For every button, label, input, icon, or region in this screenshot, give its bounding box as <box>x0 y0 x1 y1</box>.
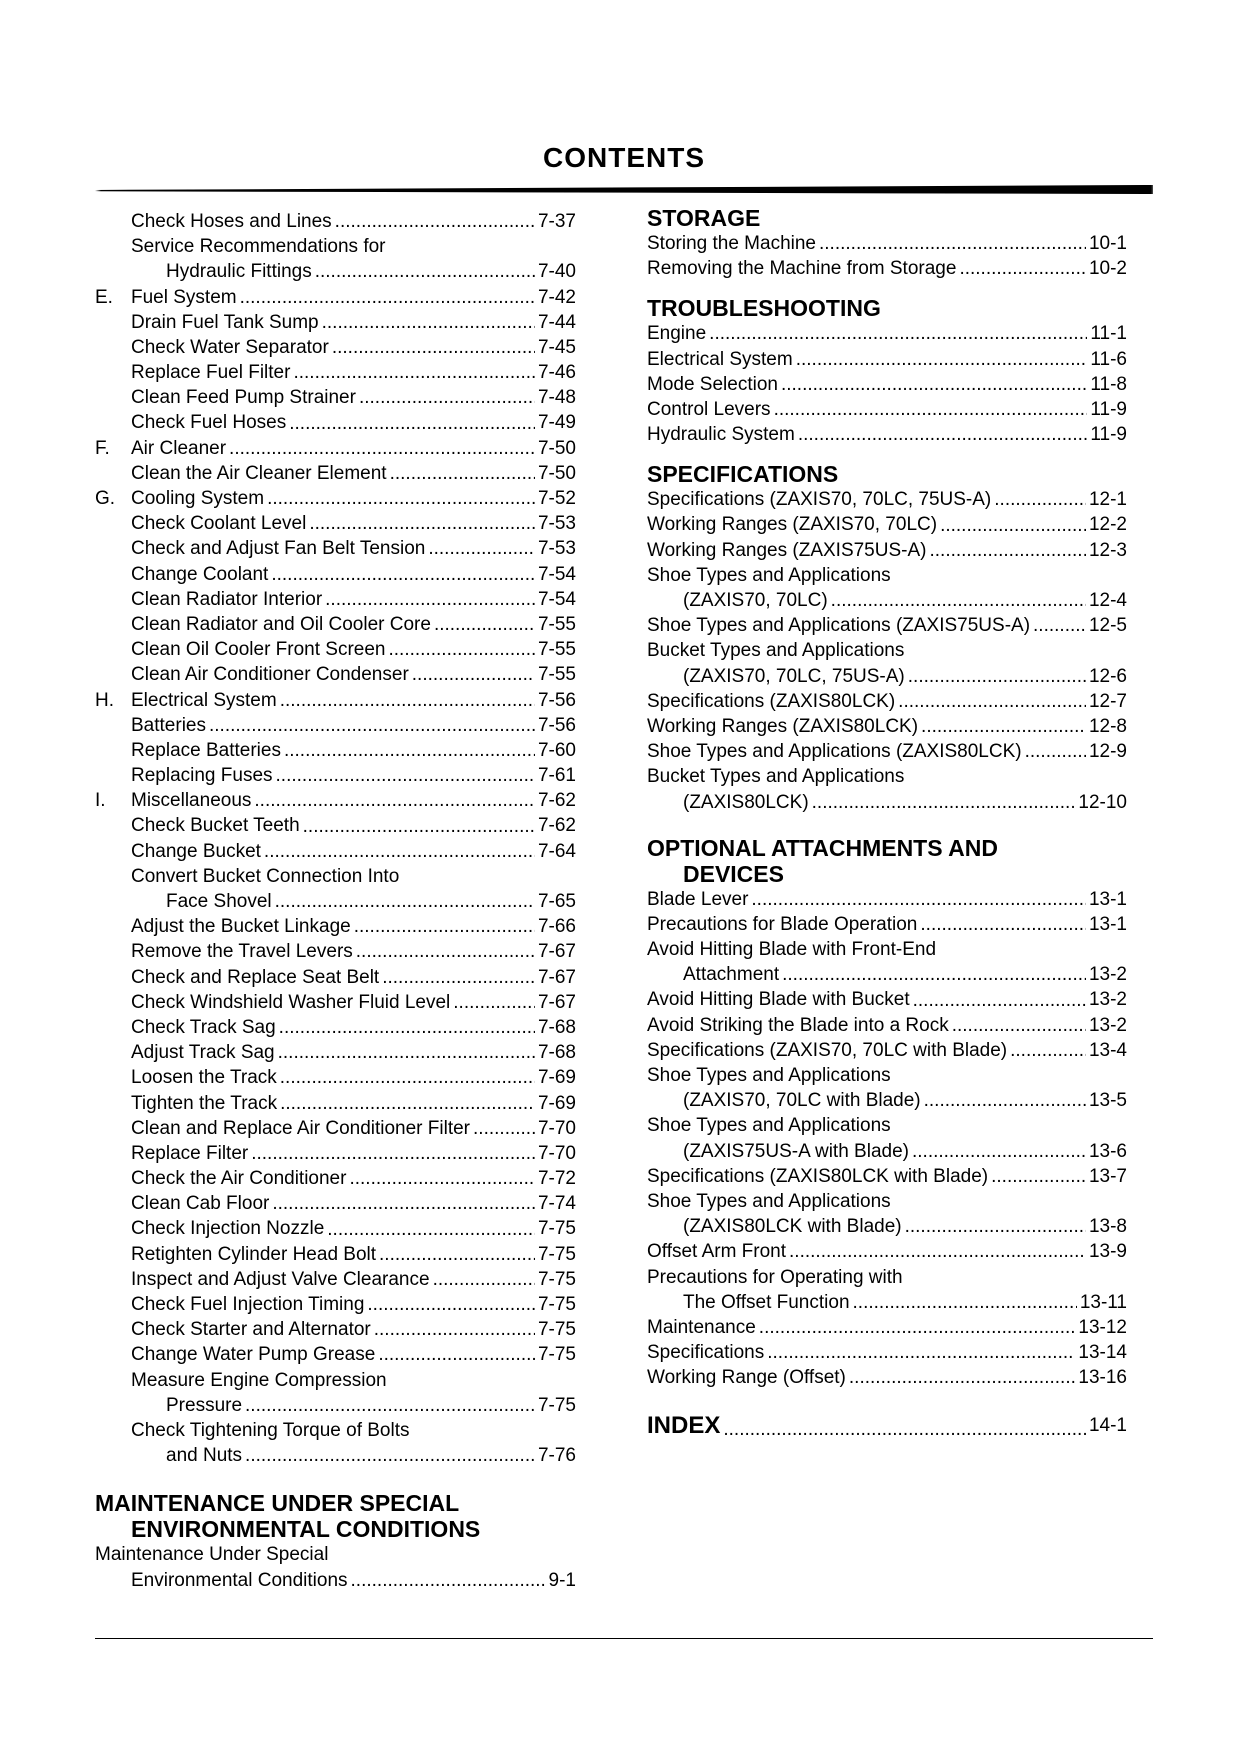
toc-entry[interactable]: Clean Feed Pump Strainer ..... 7-48 <box>95 385 576 410</box>
toc-entry[interactable]: Adjust the Bucket Linkage ..... 7-66 <box>95 914 576 939</box>
toc-entry: Measure Engine Compression <box>131 1369 387 1391</box>
toc-entry[interactable]: (ZAXIS70, 70LC) ..... 12-4 <box>647 588 1127 613</box>
toc-entry-index[interactable]: INDEX ..... 14-1 <box>647 1411 1127 1441</box>
toc-entry[interactable]: Electrical System ..... 11-6 <box>647 347 1127 372</box>
toc-entry[interactable]: Working Range (Offset) ..... 13-16 <box>647 1365 1127 1390</box>
toc-entry[interactable]: Change Bucket ..... 7-64 <box>95 839 576 864</box>
toc-entry[interactable]: Precautions for Blade Operation ..... 13-1 <box>647 912 1127 937</box>
section-heading-maintenance: MAINTENANCE UNDER SPECIAL ENVIRONMENTAL CONDITIONS <box>95 1490 481 1543</box>
toc-entry[interactable]: Replace Fuel Filter ..... 7-46 <box>95 360 576 385</box>
toc-entry[interactable]: Specifications (ZAXIS80LCK) ..... 12-7 <box>647 689 1127 714</box>
toc-entry: Convert Bucket Connection Into <box>131 865 400 887</box>
section-heading-optional: OPTIONAL ATTACHMENTS AND DEVICES <box>647 834 998 887</box>
toc-entry[interactable]: Specifications ..... 13-14 <box>647 1340 1127 1365</box>
section-heading-storage: STORAGE <box>647 205 761 231</box>
toc-entry[interactable]: Change Coolant ..... 7-54 <box>95 562 576 587</box>
toc-entry[interactable]: Removing the Machine from Storage ..... 10-2 <box>647 256 1127 281</box>
toc-entry[interactable]: Batteries ..... 7-56 <box>95 713 576 738</box>
toc-entry[interactable]: Working Ranges (ZAXIS75US-A) ..... 12-3 <box>647 538 1127 563</box>
header-rule <box>95 185 1153 194</box>
toc-entry: Service Recommendations for <box>131 236 386 258</box>
toc-entry[interactable]: I. Miscellaneous ..... 7-62 <box>95 788 576 813</box>
toc-entry[interactable]: Shoe Types and Applications (ZAXIS75US-A) ..... 12-5 <box>647 613 1127 638</box>
toc-entry: Bucket Types and Applications <box>647 640 905 662</box>
toc-entry[interactable]: Specifications (ZAXIS80LCK with Blade) ..... 13-7 <box>647 1164 1127 1189</box>
toc-entry: Check Tightening Torque of Bolts <box>131 1419 410 1441</box>
toc-entry[interactable]: Working Ranges (ZAXIS70, 70LC) ..... 12-2 <box>647 513 1127 538</box>
right-column <box>647 205 1127 1441</box>
toc-entry[interactable]: Check Starter and Alternator ..... 7-75 <box>95 1317 576 1342</box>
toc-entry[interactable]: Remove the Travel Levers ..... 7-67 <box>95 939 576 964</box>
toc-entry[interactable]: Mode Selection ..... 11-8 <box>647 372 1127 397</box>
toc-entry[interactable]: Blade Lever ..... 13-1 <box>647 887 1127 912</box>
toc-entry: Maintenance Under Special <box>95 1544 329 1566</box>
toc-entry: Shoe Types and Applications <box>647 1065 891 1087</box>
toc-entry[interactable]: Replace Batteries ..... 7-60 <box>95 738 576 763</box>
toc-entry[interactable]: Drain Fuel Tank Sump ..... 7-44 <box>95 310 576 335</box>
toc-entry[interactable]: Avoid Striking the Blade into a Rock ..... 13-2 <box>647 1013 1127 1038</box>
toc-entry[interactable]: (ZAXIS80LCK) ..... 12-10 <box>647 790 1127 815</box>
toc-entry: Shoe Types and Applications <box>647 564 891 586</box>
page-title: CONTENTS <box>543 142 705 173</box>
toc-entry[interactable]: Check Water Separator ..... 7-45 <box>95 335 576 360</box>
toc-entry[interactable]: Engine ..... 11-1 <box>647 321 1127 346</box>
section-heading-troubleshooting: TROUBLESHOOTING <box>647 295 881 322</box>
toc-entry[interactable]: Specifications (ZAXIS70, 70LC with Blade) ..... 13-4 <box>647 1038 1127 1063</box>
toc-entry[interactable]: Clean Air Conditioner Condenser ..... 7-55 <box>95 662 576 687</box>
toc-entry[interactable]: (ZAXIS70, 70LC with Blade) ..... 13-5 <box>647 1088 1127 1113</box>
toc-entry[interactable]: Inspect and Adjust Valve Clearance ..... 7-75 <box>95 1267 576 1292</box>
toc-entry[interactable]: Check and Replace Seat Belt ..... 7-67 <box>95 965 576 990</box>
toc-entry[interactable]: Change Water Pump Grease ..... 7-75 <box>95 1342 576 1367</box>
toc-entry[interactable]: (ZAXIS75US-A with Blade) ..... 13-6 <box>647 1139 1127 1164</box>
toc-entry[interactable]: Avoid Hitting Blade with Bucket ..... 13-2 <box>647 988 1127 1013</box>
toc-entry[interactable]: Check and Adjust Fan Belt Tension ..... 7-53 <box>95 536 576 561</box>
toc-entry[interactable]: Clean Oil Cooler Front Screen ..... 7-55 <box>95 637 576 662</box>
toc-entry[interactable]: (ZAXIS70, 70LC, 75US-A) ..... 12-6 <box>647 664 1127 689</box>
toc-entry[interactable]: Check Track Sag ..... 7-68 <box>95 1015 576 1040</box>
toc-entry[interactable]: Check Fuel Injection Timing ..... 7-75 <box>95 1292 576 1317</box>
toc-entry: Shoe Types and Applications <box>647 1190 891 1212</box>
toc-entry[interactable]: Retighten Cylinder Head Bolt ..... 7-75 <box>95 1242 576 1267</box>
toc-entry[interactable]: Specifications (ZAXIS70, 70LC, 75US-A) ..... 12-1 <box>647 487 1127 512</box>
toc-entry[interactable]: Replacing Fuses ..... 7-61 <box>95 763 576 788</box>
toc-entry[interactable]: Maintenance ..... 13-12 <box>647 1315 1127 1340</box>
toc-entry[interactable]: Replace Filter ..... 7-70 <box>95 1141 576 1166</box>
toc-entry: Avoid Hitting Blade with Front-End <box>647 939 937 961</box>
toc-entry[interactable]: Clean and Replace Air Conditioner Filter ..... 7-70 <box>95 1116 576 1141</box>
toc-entry[interactable]: Control Levers ..... 11-9 <box>647 397 1127 422</box>
toc-entry[interactable]: Face Shovel ..... 7-65 <box>95 889 576 914</box>
toc-entry: Shoe Types and Applications <box>647 1115 891 1137</box>
toc-entry[interactable]: Check Windshield Washer Fluid Level ..... 7-67 <box>95 990 576 1015</box>
footer-rule <box>95 1638 1153 1639</box>
toc-entry: Precautions for Operating with <box>647 1266 903 1288</box>
toc-entry[interactable]: E. Fuel System ..... 7-42 <box>95 285 576 310</box>
toc-entry[interactable]: Environmental Conditions ..... 9-1 <box>95 1568 576 1593</box>
toc-entry[interactable]: and Nuts ..... 7-76 <box>95 1443 576 1468</box>
toc-entry[interactable]: Working Ranges (ZAXIS80LCK) ..... 12-8 <box>647 714 1127 739</box>
toc-entry[interactable]: Clean the Air Cleaner Element ..... 7-50 <box>95 461 576 486</box>
toc-entry[interactable]: Pressure ..... 7-75 <box>95 1393 576 1418</box>
toc-entry[interactable]: (ZAXIS80LCK with Blade) ..... 13-8 <box>647 1214 1127 1239</box>
toc-entry[interactable]: Check Fuel Hoses ..... 7-49 <box>95 411 576 436</box>
toc-entry[interactable]: Check the Air Conditioner ..... 7-72 <box>95 1166 576 1191</box>
toc-entry[interactable]: Hydraulic Fittings ..... 7-40 <box>95 259 576 284</box>
toc-entry: Bucket Types and Applications <box>647 766 905 788</box>
toc-entry[interactable]: Adjust Track Sag ..... 7-68 <box>95 1040 576 1065</box>
toc-entry[interactable]: Tighten the Track ..... 7-69 <box>95 1091 576 1116</box>
toc-entry[interactable]: H. Electrical System ..... 7-56 <box>95 688 576 713</box>
toc-entry[interactable]: Loosen the Track ..... 7-69 <box>95 1065 576 1090</box>
toc-entry[interactable]: The Offset Function ..... 13-11 <box>647 1290 1127 1315</box>
toc-entry[interactable]: Offset Arm Front ..... 13-9 <box>647 1239 1127 1264</box>
toc-entry[interactable]: Clean Radiator Interior ..... 7-54 <box>95 587 576 612</box>
toc-entry[interactable]: Check Bucket Teeth ..... 7-62 <box>95 814 576 839</box>
toc-entry[interactable]: Check Hoses and Lines ..... 7-37 <box>95 209 576 234</box>
toc-entry[interactable]: Check Injection Nozzle ..... 7-75 <box>95 1217 576 1242</box>
toc-entry[interactable]: Attachment ..... 13-2 <box>647 962 1127 987</box>
toc-entry[interactable]: G. Cooling System ..... 7-52 <box>95 486 576 511</box>
toc-entry[interactable]: Storing the Machine ..... 10-1 <box>647 231 1127 256</box>
toc-entry[interactable]: Check Coolant Level ..... 7-53 <box>95 511 576 536</box>
left-column <box>95 209 576 1593</box>
toc-entry[interactable]: Clean Cab Floor ..... 7-74 <box>95 1191 576 1216</box>
section-heading-specifications: SPECIFICATIONS <box>647 461 839 488</box>
toc-entry[interactable]: F. Air Cleaner ..... 7-50 <box>95 436 576 461</box>
toc-entry[interactable]: Shoe Types and Applications (ZAXIS80LCK) ..... 12-9 <box>647 739 1127 764</box>
toc-entry[interactable]: Clean Radiator and Oil Cooler Core ..... 7-55 <box>95 612 576 637</box>
toc-entry[interactable]: Hydraulic System ..... 11-9 <box>647 422 1127 447</box>
